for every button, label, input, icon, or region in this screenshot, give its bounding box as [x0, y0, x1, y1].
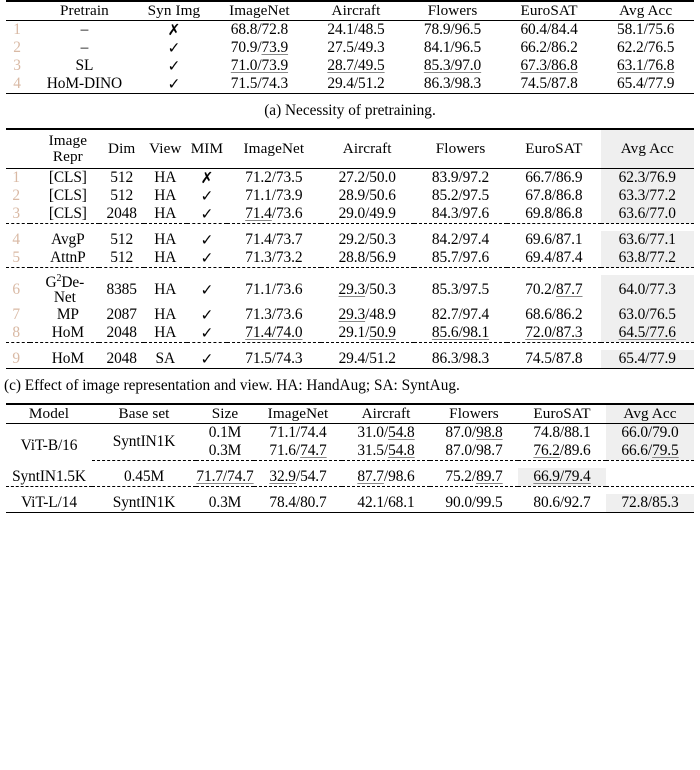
check-icon: ✓ — [200, 231, 214, 249]
cell-flowers: 84.1/96.5 — [423, 39, 482, 56]
cell-imagenet: 71.2/73.5 — [245, 169, 303, 186]
cell-flowers: 84.3/97.6 — [431, 205, 490, 222]
header-aircraft: Aircraft — [342, 140, 392, 157]
cell-size: 0.3M — [208, 441, 242, 459]
cell-avg-acc: 62.3/76.9 — [601, 169, 694, 188]
cell-avg-acc: 63.6/77.0 — [601, 205, 694, 224]
value-first: 75.2 — [445, 467, 472, 485]
cell-view: HA — [154, 169, 177, 186]
section-separator — [6, 224, 694, 232]
value-second-underlined: 74.7 — [300, 441, 327, 459]
table-row — [6, 423, 694, 442]
header-dim: Dim — [108, 140, 136, 157]
check-icon: ✓ — [200, 205, 214, 223]
row-number: 3 — [13, 57, 21, 74]
cell-avg-acc: 62.2/76.5 — [617, 39, 675, 56]
cell-imagenet: 68.8/72.8 — [230, 21, 289, 38]
cross-icon: ✗ — [200, 169, 214, 187]
cell-image-repr: HoM — [51, 349, 84, 367]
cell-eurosat: 69.8/86.8 — [525, 205, 583, 222]
cell-image-repr: AvgP — [51, 231, 85, 248]
cell-eurosat: 74.5/87.8 — [525, 349, 583, 367]
header-rownum — [6, 129, 30, 169]
header-pretrain: Pretrain — [59, 2, 109, 19]
cell-avg-acc: 66.6/79.5 — [606, 442, 694, 461]
cell-imagenet: 71.0/73.9 — [230, 57, 289, 74]
check-icon: ✓ — [167, 75, 181, 93]
value-first: 31.5 — [357, 441, 384, 459]
cell-flowers: 82.7/97.4 — [431, 305, 490, 323]
cell-image-repr: HoM — [51, 323, 84, 341]
cell-imagenet: 71.3/73.6 — [245, 305, 303, 323]
row-number: 1 — [13, 21, 21, 38]
table-row — [6, 187, 694, 205]
cell-view: HA — [154, 305, 177, 323]
header-flowers: Flowers — [435, 140, 486, 157]
table-row — [6, 169, 694, 188]
cell-flowers: 86.3/98.3 — [423, 75, 482, 92]
cell-avg-acc: 63.0/76.5 — [601, 306, 694, 324]
value-first-underlined: 29.3 — [338, 305, 366, 323]
cell-aircraft: 29.0/49.9 — [338, 205, 396, 222]
cell-aircraft: 29.4/51.2 — [327, 75, 385, 92]
value-second-underlined: 89.7 — [476, 467, 503, 485]
cell-dim: 512 — [110, 187, 134, 204]
cell-eurosat: 74.8/88.1 — [533, 423, 591, 441]
cell-eurosat: 80.6/92.7 — [533, 493, 591, 511]
cell-imagenet: 71.1/73.6 — [245, 281, 303, 299]
cell-imagenet: 71.5/74.3 — [245, 349, 303, 367]
row-number: 1 — [12, 169, 20, 186]
cell-flowers: 87.0/98.7 — [445, 441, 503, 459]
cell-image-repr: MP — [56, 305, 79, 323]
caption-table-a: (a) Necessity of pretraining. — [264, 102, 436, 119]
table-row — [6, 324, 694, 343]
cell-eurosat: 68.6/86.2 — [525, 305, 583, 323]
cell-avg-acc: 63.1/76.8 — [617, 57, 675, 74]
header-eurosat: EuroSAT — [525, 140, 583, 157]
section-separator — [6, 460, 694, 468]
table-c-header-row — [6, 129, 694, 169]
table-a-header-row — [6, 1, 694, 21]
table-row — [6, 75, 694, 94]
cell-flowers: 90.0/99.5 — [445, 493, 503, 511]
row-number: 2 — [12, 187, 20, 204]
row-number: 5 — [12, 249, 20, 266]
cell-dim: 512 — [110, 169, 134, 186]
cell-imagenet: 71.6/74.7 — [269, 441, 327, 459]
table-row — [6, 57, 694, 75]
value-second: 50.3 — [369, 281, 396, 299]
cell-imagenet: 71.7/74.7 — [196, 467, 254, 485]
cross-icon: ✗ — [167, 21, 181, 39]
header-rownum — [6, 1, 32, 21]
cell-flowers: 87.7/98.6 — [357, 467, 415, 485]
cell-image-repr — [30, 272, 99, 307]
header-image-repr-line2: Repr — [52, 147, 83, 165]
cell-flowers: 85.6/98.1 — [431, 323, 490, 341]
table-row — [6, 39, 694, 57]
row-number: 8 — [12, 323, 20, 341]
cell-flowers: 87.0/98.8 — [445, 423, 503, 441]
cell-avg-acc: 64.5/77.6 — [601, 324, 694, 343]
header-flowers: Flowers — [449, 404, 499, 422]
header-mim: MIM — [190, 140, 224, 157]
value-first-underlined: 32.9 — [269, 467, 296, 485]
cell-pretrain: SL — [75, 57, 94, 74]
value-first: 31.0 — [357, 423, 384, 441]
cell-base-set: SyntIN1K — [112, 493, 176, 511]
table-image-representation-and-view — [6, 128, 694, 369]
value-second-underlined: 87.7 — [555, 281, 583, 299]
value-first: 71.6 — [269, 441, 296, 459]
value-first: 70.2 — [525, 281, 552, 299]
cell-avg-acc: 72.8/85.3 — [606, 494, 694, 513]
cell-imagenet: 71.5/74.3 — [230, 75, 289, 92]
header-model: Model — [28, 404, 70, 422]
value-second-underlined: 54.8 — [388, 441, 415, 459]
header-aircraft: Aircraft — [361, 404, 411, 422]
header-eurosat: EuroSAT — [533, 404, 591, 422]
cell-base-set: SyntIN1K — [112, 432, 176, 450]
cell-flowers: 83.9/97.2 — [431, 169, 490, 186]
row-number: 9 — [12, 349, 20, 367]
header-syn-img: Syn Img — [147, 2, 201, 19]
cell-avg-acc: 66.9/79.4 — [518, 468, 606, 487]
value-second: 98.6 — [388, 467, 415, 485]
value-first: 66.9 — [533, 467, 560, 485]
cell-avg-acc: 63.8/77.2 — [601, 249, 694, 268]
value-second-underlined: 54.8 — [388, 423, 415, 441]
value-second-underlined: 73.9 — [261, 39, 289, 56]
superscript-2: 2 — [56, 272, 62, 284]
cell-aircraft: 31.5/54.8 — [357, 441, 415, 459]
cell-eurosat: 72.0/87.3 — [525, 323, 583, 341]
table-d-bottom-rule — [6, 512, 694, 513]
table-row — [6, 249, 694, 268]
cell-flowers: 86.3/98.3 — [431, 349, 490, 367]
cell-avg-acc: 58.1/75.6 — [617, 21, 675, 38]
cell-size: 0.3M — [208, 493, 242, 511]
value-first: 29.1 — [338, 323, 366, 341]
cell-flowers: 78.9/96.5 — [423, 21, 482, 38]
cell-avg-acc: 63.3/77.2 — [601, 187, 694, 205]
header-size: Size — [211, 404, 239, 422]
table-model-scaling — [6, 403, 694, 513]
section-separator — [6, 268, 694, 276]
cell-base-set: SyntIN1.5K — [12, 467, 86, 485]
row-number: 6 — [12, 281, 20, 299]
value-first: 66.6 — [621, 441, 648, 459]
table-row — [6, 205, 694, 224]
header-image-repr — [30, 129, 99, 169]
row-number: 2 — [13, 39, 21, 56]
cell-aircraft: 28.9/50.6 — [338, 187, 396, 204]
table-necessity-of-pretraining — [6, 0, 694, 94]
check-icon: ✓ — [200, 349, 214, 368]
cell-avg-acc: 63.6/77.1 — [601, 231, 694, 249]
table-row — [6, 468, 694, 487]
header-imagenet: ImageNet — [229, 2, 290, 19]
cell-view: HA — [154, 323, 177, 341]
table-row — [6, 494, 694, 513]
table-row — [6, 350, 694, 369]
header-base-set: Base set — [118, 404, 170, 422]
cell-eurosat: 60.4/84.4 — [520, 21, 578, 38]
cell-avg-acc: 65.4/77.9 — [601, 350, 694, 369]
value-second: 89.6 — [564, 441, 591, 459]
header-aircraft: Aircraft — [331, 2, 381, 19]
cell-dim: 2087 — [106, 305, 137, 323]
cell-imagenet: 71.1/74.4 — [269, 423, 327, 441]
cell-eurosat: 67.3/86.8 — [520, 57, 578, 74]
value-first-underlined: 87.7 — [357, 467, 384, 485]
value-first-underlined: 29.3 — [338, 281, 366, 299]
cell-imagenet: 71.4/73.7 — [245, 231, 303, 248]
value-second: 79.4 — [564, 467, 591, 485]
cell-aircraft: 29.3/48.9 — [338, 305, 396, 323]
value-second-underlined: 50.9 — [369, 323, 396, 341]
value-second: 54.7 — [300, 467, 327, 485]
cell-aircraft: 27.2/50.0 — [338, 169, 396, 186]
check-icon: ✓ — [200, 187, 214, 205]
cell-imagenet: 71.4/74.0 — [245, 323, 303, 341]
cell-eurosat: 75.2/89.7 — [445, 467, 503, 485]
cell-imagenet: 70.9/73.9 — [230, 39, 289, 56]
value-second-underlined: 98.8 — [476, 423, 503, 441]
cell-flowers: 84.2/97.4 — [431, 231, 490, 248]
row-number: 4 — [13, 75, 21, 92]
value-second-underlined: 79.5 — [652, 441, 679, 459]
cell-pretrain: HoM-DINO — [46, 75, 123, 92]
check-icon: ✓ — [200, 323, 214, 342]
value-first-underlined: 76.2 — [533, 441, 560, 459]
cell-avg-acc: 64.0/77.3 — [601, 275, 694, 306]
table-row — [6, 21, 694, 40]
section-separator — [6, 486, 694, 494]
value-first-underlined: 71.4 — [245, 205, 272, 222]
cell-dim: 2048 — [106, 205, 137, 222]
section-separator — [6, 342, 694, 350]
header-view: View — [149, 140, 182, 157]
header-image-repr-line1: Image — [48, 132, 88, 149]
value-first: 87.0 — [445, 423, 472, 441]
cell-image-repr: [CLS] — [48, 187, 87, 204]
header-avg-acc: Avg Acc — [619, 2, 673, 19]
cell-eurosat: 74.5/87.8 — [520, 75, 578, 92]
value-second: 48.9 — [369, 305, 396, 323]
check-icon: ✓ — [167, 57, 181, 75]
cell-aircraft: 29.3/50.3 — [338, 281, 396, 299]
cell-model: ViT-B/16 — [20, 436, 78, 454]
cell-image-repr: [CLS] — [48, 169, 87, 186]
cell-view: HA — [154, 281, 177, 299]
cell-dim: 512 — [110, 231, 134, 248]
check-icon: ✓ — [200, 249, 214, 267]
row-number: 3 — [12, 205, 20, 222]
cell-dim: 2048 — [106, 323, 137, 341]
cell-aircraft: 29.4/51.2 — [338, 349, 396, 367]
header-avg-acc: Avg Acc — [606, 404, 694, 424]
caption-table-c: (c) Effect of image representation and view. HA: HandAug; SA: SyntAug. — [4, 376, 460, 394]
value-first: 70.9 — [230, 39, 258, 56]
cell-eurosat: 66.7/86.9 — [525, 169, 583, 186]
table-row — [6, 275, 694, 306]
check-icon: ✓ — [167, 39, 181, 57]
cell-aircraft: 27.5/49.3 — [327, 39, 385, 56]
header-imagenet: ImageNet — [267, 404, 329, 422]
cell-flowers: 85.7/97.6 — [431, 249, 490, 266]
cell-flowers: 85.3/97.5 — [431, 281, 490, 299]
cell-eurosat: 69.4/87.4 — [525, 249, 583, 266]
cell-size: 0.1M — [208, 423, 242, 441]
cell-view: SA — [155, 349, 176, 367]
row-number: 7 — [12, 305, 20, 323]
header-flowers: Flowers — [427, 2, 478, 19]
cell-aircraft: 31.0/54.8 — [357, 423, 415, 441]
header-imagenet: ImageNet — [243, 140, 305, 157]
cell-dim: 512 — [110, 249, 134, 266]
cell-dim: 2048 — [106, 349, 137, 367]
cell-view: HA — [154, 231, 177, 248]
table-row — [6, 306, 694, 324]
cell-image-repr: AttnP — [50, 249, 86, 266]
cell-avg-acc: 66.0/79.0 — [606, 423, 694, 442]
cell-aircraft: 24.1/48.5 — [327, 21, 385, 38]
cell-pretrain: – — [80, 21, 89, 38]
cell-aircraft: 32.9/54.7 — [269, 467, 327, 485]
cell-model: ViT-L/14 — [21, 493, 77, 511]
cell-view: HA — [154, 249, 177, 266]
row-number: 4 — [12, 231, 20, 248]
cell-pretrain: – — [80, 39, 89, 56]
header-eurosat: EuroSAT — [520, 2, 578, 19]
cell-view: HA — [154, 187, 177, 204]
cell-image-repr-line2: Net — [53, 289, 76, 307]
cell-aircraft: 29.2/50.3 — [338, 231, 396, 248]
cell-imagenet: 78.4/80.7 — [269, 493, 327, 511]
table-row — [6, 231, 694, 249]
cell-aircraft: 28.7/49.5 — [327, 57, 385, 74]
cell-size: 0.45M — [123, 467, 165, 485]
cell-dim: 8385 — [106, 281, 137, 299]
table-d-header-row — [6, 404, 694, 424]
cell-view: HA — [154, 205, 177, 222]
cell-aircraft: 28.8/56.9 — [338, 249, 396, 266]
cell-imagenet: 71.1/73.9 — [245, 187, 303, 204]
cell-avg-acc: 65.4/77.9 — [617, 75, 675, 92]
cell-eurosat: 69.6/87.1 — [525, 231, 583, 248]
cell-imagenet: 71.4/73.6 — [245, 205, 303, 222]
cell-image-repr-line1: $G^2De-$ — [45, 272, 85, 291]
cell-eurosat: 70.2/87.7 — [525, 281, 583, 299]
cell-eurosat: 76.2/89.6 — [533, 441, 591, 459]
cell-aircraft: 29.1/50.9 — [338, 323, 396, 341]
cell-eurosat: 67.8/86.8 — [525, 187, 583, 204]
cell-aircraft: 42.1/68.1 — [357, 493, 415, 511]
cell-eurosat: 66.2/86.2 — [520, 39, 578, 56]
header-avg-acc: Avg Acc — [601, 129, 694, 169]
cell-image-repr: [CLS] — [48, 205, 87, 222]
cell-flowers: 85.2/97.5 — [431, 187, 490, 204]
cell-flowers: 85.3/97.0 — [423, 57, 482, 74]
value-second: 73.6 — [275, 205, 303, 222]
check-icon: ✓ — [200, 281, 214, 300]
check-icon: ✓ — [200, 305, 214, 324]
cell-imagenet: 71.3/73.2 — [245, 249, 303, 266]
